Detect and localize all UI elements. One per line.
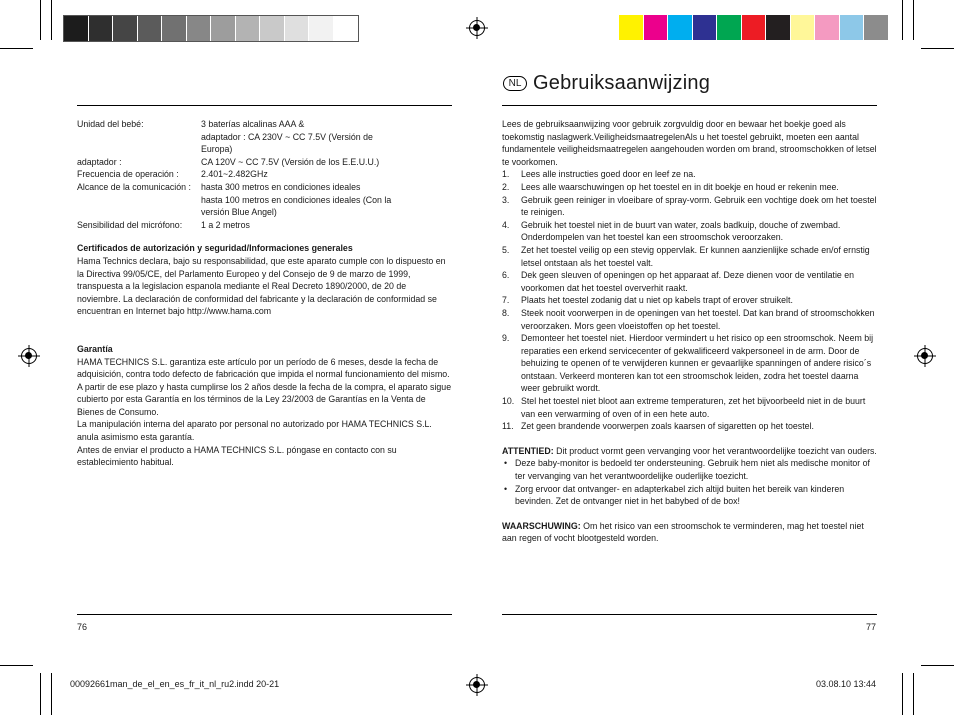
spec-key: Sensibilidad del micrófono: [77, 219, 183, 230]
crop-mark [913, 0, 914, 40]
color-swatch [644, 15, 669, 40]
color-swatch [840, 15, 865, 40]
color-swatch [693, 15, 718, 40]
list-item [502, 395, 878, 420]
slug-filename: 00092661man_de_el_en_es_fr_it_nl_ru2.indd 20-21 [70, 679, 280, 689]
item-text: Gebruik het toestel niet in de buurt van water, zoals badkuip, douche of zwembad. Onderdompelen van het toestel kan een stroomschok veroorzaken. [521, 219, 841, 243]
item-number: 9. [502, 333, 510, 344]
spec-value: 1 a 2 metros [201, 219, 250, 230]
item-number: 4. [502, 219, 510, 230]
color-swatch [791, 15, 816, 40]
crop-mark [40, 673, 41, 715]
item-text: Steek nooit voorwerpen in de openingen van het toestel. Dat kan brand of stroomschokken veroorzaken. Mors geen vloeistoffen op het toestel. [521, 307, 875, 331]
warning-paragraph [502, 520, 878, 545]
item-text: Demonteer het toestel niet. Hierdoor vermindert u het risico op een stroomschok. Neem bij reparaties een erkend servicecenter of gekwalificeerd vakpersoneel in de arm. Door de behuizing te openen of te verwijderen kunnen er gevaarlijke spanningen of andere risico´s ontstaan. Verkeerd monteren kan tot een stroomschok leiden, zodra het toestel daarna weer gebruikt wordt. [521, 333, 874, 394]
bullet-item [502, 483, 878, 508]
spec-row [77, 181, 452, 219]
item-text: Zet het toestel veilig op een stevig oppervlak. Er kunnen aanzienlijke schade en/of ernstig letsel ontstaan als het toestel valt. [521, 244, 870, 268]
page-number-left: 76 [77, 622, 88, 632]
crop-mark [51, 673, 52, 715]
bottom-rule-left [77, 614, 452, 615]
registration-mark-icon [469, 20, 485, 36]
spec-row [77, 118, 452, 156]
bullet-text: Deze baby-monitor is bedoeld ter ondersteuning. Gebruik hem niet als medische monitor of ter vervanging van het verantwoordelijke ouderlijke toezicht. [515, 458, 870, 482]
spec-row [77, 219, 452, 232]
list-item [502, 219, 878, 244]
spec-row [77, 168, 452, 181]
title-text: Gebruiksaanwijzing [533, 72, 711, 94]
bullet-icon: • [504, 483, 508, 494]
registration-mark-icon [21, 348, 37, 364]
gray-swatch [285, 16, 310, 41]
page-title [503, 72, 710, 95]
spec-key: Frecuencia de operación : [77, 169, 179, 180]
gray-swatch [64, 16, 89, 41]
cert-text: Hama Technics declara, bajo su responsabilidad, que este aparato cumple con lo dispuesto en la Directiva 99/05/CE, del Parlamento Europeo y del Consejo de 9 de marzo de 1999, transpuesta a la legislacion espanola mediante el Real Decreto 1890/2000, de 20 de noviembre. La declaración de conformidad del fabricante y la declaración de conformidad se encuentran en Internet bajo http://www.hama.com [77, 255, 446, 317]
spec-list [77, 118, 452, 231]
spec-value: 2.401~2.482GHz [201, 169, 268, 180]
color-swatch [864, 15, 889, 40]
list-item [502, 332, 878, 395]
color-bar [619, 15, 889, 40]
bottom-rule-right [502, 614, 877, 615]
item-number: 10. [502, 396, 515, 407]
crop-mark [902, 673, 903, 715]
spec-value: hasta 300 metros en condiciones ideales hasta 100 metros en condiciones ideales (Con la versión Blue Angel) [201, 181, 392, 218]
instruction-list [502, 168, 878, 432]
intro-text: Lees de gebruiksaanwijzing voor gebruik zorgvuldig door en bewaar het boekje goed als toekomstig naslagwerk.VeiligheidsmaatregelenAls u het toestel gebruikt, moeten een aantal fundamentele veiligheidsmaatregelen aangehouden worden om brand, stroomschokken of letsel te voorkomen. [502, 119, 877, 167]
spec-key: adaptador : [77, 156, 122, 167]
top-rule-right [502, 105, 877, 106]
item-text: Dek geen sleuven of openingen op het apparaat af. Deze dienen voor de ventilatie en voorkomen dat het toestel oververhit raakt. [521, 270, 855, 293]
item-text: Lees alle waarschuwingen op het toestel en in dit boekje en houd er rekenin mee. [521, 181, 839, 192]
color-swatch [815, 15, 840, 40]
color-swatch [766, 15, 791, 40]
gray-swatch [187, 16, 212, 41]
crop-mark [0, 48, 33, 49]
spec-row [77, 156, 452, 169]
gray-swatch [334, 16, 359, 41]
color-swatch [668, 15, 693, 40]
top-rule-left [77, 105, 452, 106]
gray-swatch [309, 16, 334, 41]
crop-mark [921, 665, 954, 666]
crop-mark [913, 673, 914, 715]
item-text: Gebruik geen reiniger in vloeibare of spray-vorm. Gebruik een vochtige doek om het toestel te reinigen. [521, 194, 877, 218]
bullet-list [502, 457, 878, 507]
page-number-right: 77 [866, 622, 877, 632]
gray-swatch [236, 16, 261, 41]
color-swatch [742, 15, 767, 40]
item-number: 3. [502, 194, 510, 205]
item-number: 5. [502, 244, 510, 255]
attention-text: Dit product vormt geen vervanging voor het verantwoordelijke toezicht van ouders. [553, 445, 877, 456]
crop-mark [921, 48, 954, 49]
bullet-icon: • [504, 458, 508, 469]
spec-key: Alcance de la comunicación : [77, 181, 191, 192]
crop-mark [0, 665, 33, 666]
crop-mark [51, 0, 52, 40]
slug-datetime: 03.08.10 13:44 [816, 679, 877, 689]
right-column [502, 118, 878, 545]
item-number: 11. [502, 421, 514, 432]
list-item [502, 181, 878, 194]
registration-mark-icon [917, 348, 933, 364]
item-text: Lees alle instructies goed door en leef ze na. [521, 169, 696, 180]
warning-label: WAARSCHUWING: [502, 520, 581, 531]
bullet-item [502, 457, 878, 482]
list-item [502, 269, 878, 294]
language-badge: NL [503, 76, 527, 91]
cert-heading: Certificados de autorización y seguridad/Informaciones generales [77, 243, 353, 254]
item-number: 8. [502, 307, 510, 318]
item-text: Zet geen brandende voorwerpen zoals kaarsen of sigaretten op het toestel. [521, 421, 814, 432]
item-text: Stel het toestel niet bloot aan extreme temperaturen, zet het bijvoorbeeld niet in de buurt van een verwarming of oven of in een hete auto. [521, 396, 866, 419]
item-text: Plaats het toestel zodanig dat u niet op kabels trapt of erover struikelt. [521, 295, 793, 306]
item-number: 7. [502, 295, 510, 306]
gray-swatch [89, 16, 114, 41]
item-number: 6. [502, 270, 510, 281]
gray-swatch [138, 16, 163, 41]
color-swatch [619, 15, 644, 40]
spec-value: 3 baterías alcalinas AAA & adaptador : CA 230V ~ CC 7.5V (Versión de Europa) [201, 119, 373, 155]
warning-text: Om het risico van een stroomschok te verminderen, mag het toestel niet aan regen of vocht blootgesteld worden. [502, 520, 864, 544]
list-item [502, 168, 878, 181]
color-swatch [717, 15, 742, 40]
list-item [502, 244, 878, 269]
crop-mark [40, 0, 41, 40]
warranty-text: HAMA TECHNICS S.L. garantiza este artículo por un período de 6 meses, desde la fecha de adquisición, contra todo defecto de fabricación que impida el normal funcionamiento del mismo. A partir de ese plazo y hasta cumplirse los 2 años desde la fecha de la compra, el aparato sigue cubierto por esta Garantía en los términos de la Ley 23/2003 de Garantías en la Venta de Bienes de Consumo. La manipulación interna del aparato por personal no autorizado por HAMA TECHNICS S.L. anula asimismo esta garantía. Antes de enviar el producto a HAMA TECHNICS S.L. póngase en contacto con su establecimiento habitual. [77, 356, 452, 468]
gray-swatch [260, 16, 285, 41]
list-item [502, 307, 878, 332]
item-number: 2. [502, 181, 510, 192]
left-column [77, 118, 452, 469]
gray-swatch [211, 16, 236, 41]
list-item [502, 194, 878, 219]
bullet-text: Zorg ervoor dat ontvanger- en adapterkabel zich altijd buiten het bereik van kinderen bevinden. Zet de ontvanger niet in het babybed of de box! [515, 483, 845, 507]
spec-value: CA 120V ~ CC 7.5V (Versión de los E.E.U.U.) [201, 156, 380, 167]
list-item [502, 420, 878, 433]
gray-swatch [113, 16, 138, 41]
list-item [502, 294, 878, 307]
gray-swatch [162, 16, 187, 41]
attention-paragraph [502, 445, 878, 458]
crop-mark [902, 0, 903, 40]
registration-mark-icon [469, 677, 485, 693]
grayscale-bar [63, 15, 359, 42]
spec-key: Unidad del bebé: [77, 119, 144, 129]
attention-label: ATTENTIED: [502, 445, 554, 456]
item-number: 1. [502, 169, 510, 180]
warranty-heading: Garantía [77, 343, 113, 354]
